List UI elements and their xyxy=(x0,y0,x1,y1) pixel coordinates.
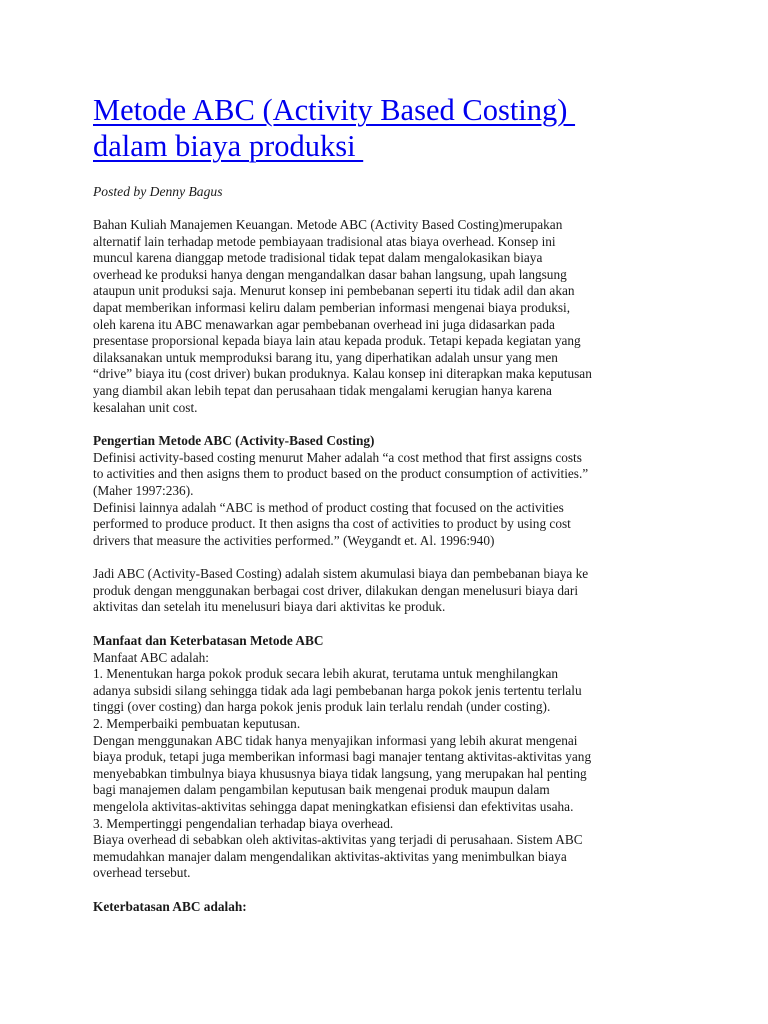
text-line: ataupun unit produksi saja. Menurut konsep ini pembebanan seperti itu tidak adil dan akan xyxy=(93,283,575,299)
text-line: yang diambil akan lebih tepat dan perusahaan tidak mengalami kerugian hanya karena xyxy=(93,382,552,398)
text-line: Definisi activity-based costing menurut Maher adalah “a cost method that first assigns costs xyxy=(93,449,582,465)
text-line: overhead ke produksi hanya dengan mengandalkan dasar bahan langsung, upah langsung xyxy=(93,266,567,282)
text-line: memudahkan manajer dalam mengendalikan aktivitas-aktivitas yang menimbulkan biaya xyxy=(93,848,567,864)
text-line: tinggi (over costing) dan harga pokok jenis produk lain terlalu rendah (under costing). xyxy=(93,699,551,715)
text-line: Biaya overhead di sebabkan oleh aktivitas-aktivitas yang terjadi di perusahaan. Sistem ABC xyxy=(93,832,583,848)
text-line: Jadi ABC (Activity-Based Costing) adalah sistem akumulasi biaya dan pembebanan biaya ke xyxy=(93,566,589,582)
intro-paragraph xyxy=(93,217,693,416)
text-line: performed to produce product. It then asigns tha cost of activities to product by using cost xyxy=(93,516,571,532)
text-line: 2. Memperbaiki pembuatan keputusan. xyxy=(93,716,301,732)
section-heading: Manfaat dan Keterbatasan Metode ABC xyxy=(93,633,324,649)
byline: Posted by Denny Bagus xyxy=(93,184,223,199)
text-line: dapat memberikan informasi keliru dalam pemberian informasi mengenai biaya produksi, xyxy=(93,299,571,315)
text-line: muncul karena dianggap metode tradisional tidak tepat dalam mengalokasikan biaya xyxy=(93,250,543,266)
title-line[interactable]: dalam biaya produksi xyxy=(93,129,364,163)
text-line: “drive” biaya itu (cost driver) bukan produknya. Kalau konsep ini diterapkan maka keputusan xyxy=(93,366,592,382)
text-line: Manfaat ABC adalah: xyxy=(93,649,209,665)
title-line[interactable]: Metode ABC (Activity Based Costing) xyxy=(93,93,576,127)
text-line: (Maher 1997:236). xyxy=(93,482,194,498)
limitations-section xyxy=(93,899,693,916)
text-line: dilaksanakan untuk memproduksi barang itu, yang diperhatikan adalah unsur yang men xyxy=(93,349,558,365)
text-line: drivers that measure the activities performed.” (Weygandt et. Al. 1996:940) xyxy=(93,532,495,548)
article-title-link[interactable] xyxy=(93,0,693,164)
definition-section xyxy=(93,433,693,549)
text-line: Dengan menggunakan ABC tidak hanya menyajikan informasi yang lebih akurat mengenai xyxy=(93,732,578,748)
text-line: adanya subsidi silang sehingga tidak ada lagi pembebanan harga pokok jenis tertentu terlalu xyxy=(93,682,582,698)
summary-paragraph xyxy=(93,566,693,616)
section-heading: Keterbatasan ABC adalah: xyxy=(93,898,247,914)
text-line: aktivitas dan setelah itu menelusuri biaya dari aktivitas ke produk. xyxy=(93,599,446,615)
text-line: bagi manajemen dalam pengambilan keputusan baik mengenai produk maupun dalam xyxy=(93,782,550,798)
text-line: menyebabkan timbulnya biaya khususnya biaya tidak langsung, yang merupakan hal penting xyxy=(93,765,587,781)
text-line: kesalahan unit cost. xyxy=(93,399,198,415)
benefits-section xyxy=(93,633,693,882)
text-line: produk dengan menggunakan berbagai cost driver, dilakukan dengan menelusuri biaya dari xyxy=(93,582,579,598)
section-heading: Pengertian Metode ABC (Activity-Based Costing) xyxy=(93,433,375,449)
text-line: alternatif lain terhadap metode pembiayaan tradisional atas biaya overhead. Konsep ini xyxy=(93,233,556,249)
document-page xyxy=(93,0,693,916)
text-line: to activities and then asigns them to product based on the product consumption of activities.” xyxy=(93,466,589,482)
text-line: mengelola aktivitas-aktivitas sehingga dapat meningkatkan efisiensi dan efektivitas usaha. xyxy=(93,799,574,814)
text-line: Definisi lainnya adalah “ABC is method of product costing that focused on the activities xyxy=(93,499,564,515)
text-line: overhead tersebut. xyxy=(93,865,191,881)
text-line: 1. Menentukan harga pokok produk secara lebih akurat, terutama untuk menghilangkan xyxy=(93,666,559,682)
text-line: oleh karena itu ABC menawarkan agar pembebanan overhead ini juga didasarkan pada xyxy=(93,316,555,332)
text-line: 3. Mempertinggi pengendalian terhadap biaya overhead. xyxy=(93,815,394,831)
text-line: presentase proporsional kepada biaya lain atau kepada produk. Tetapi kepada kegiatan yang xyxy=(93,333,581,349)
text-line: biaya produk, tetapi juga memberikan informasi bagi manajer tentang aktivitas-aktivitas yang xyxy=(93,749,592,765)
text-line: Bahan Kuliah Manajemen Keuangan. Metode ABC (Activity Based Costing)merupakan xyxy=(93,217,563,232)
